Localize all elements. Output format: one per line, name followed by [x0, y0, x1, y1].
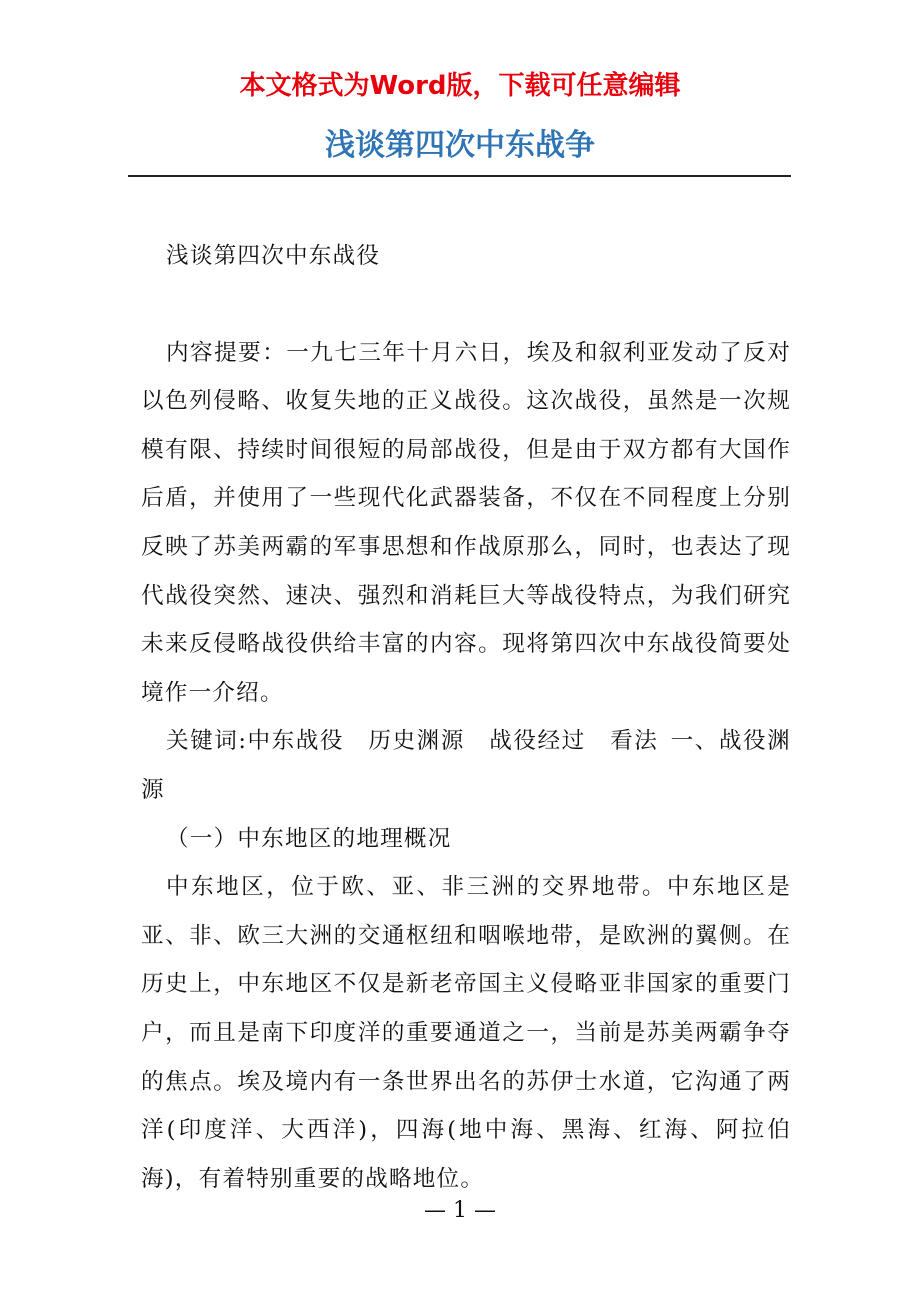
body-paragraph: 中东地区，位于欧、亚、非三洲的交界地带。中东地区是亚、非、欧三大洲的交通枢纽和咽喉地带，是欧洲的翼侧。在历史上，中东地区不仅是新老帝国主义侵略亚非国家的重要门户，而且是南下印度洋的重要通道之一，当前是苏美两霸争夺的焦点。埃及境内有一条世界出名的苏伊士水道，它沟通了两洋(印度洋、大西洋)，四海(地中海、黑海、红海、阿拉伯海)，有着特别重要的战略地位。 — [141, 874, 791, 1192]
keyword-item: 历史渊源 — [368, 728, 465, 755]
keyword-item: 看法 — [609, 728, 659, 755]
keyword-item: 战役经过 — [488, 728, 586, 755]
format-notice: 本文格式为Word版，下载可任意编辑 — [239, 71, 681, 101]
header-divider — [128, 175, 791, 177]
document-title: 浅谈第四次中东战争 — [325, 128, 595, 163]
keywords-line — [141, 717, 791, 814]
document-body — [141, 232, 791, 1203]
blank-line — [141, 281, 791, 329]
document-subtitle: 浅谈第四次中东战役 — [166, 243, 381, 269]
keywords-label: 关键词: — [166, 728, 248, 755]
keyword-item: 中东战役 — [247, 728, 345, 755]
abstract-paragraph: 内容提要：一九七三年十月六日，埃及和叙利亚发动了反对以色列侵略、收复失地的正义战役。这次战役，虽然是一次规模有限、持续时间很短的局部战役，但是由于双方都有大国作后盾，并使用了一些现代化武器装备，不仅在不同程度上分别反映了苏美两霸的军事思想和作战原那么，同时，也表达了现代战役突然、速决、强烈和消耗巨大等战役特点，为我们研究未来反侵略战役供给丰富的内容。现将第四次中东战役简要处境作一介绍。 — [141, 339, 791, 706]
section-heading: （一）中东地区的地理概况 — [166, 825, 452, 852]
section-heading-inline: 一、战役渊源 — [141, 728, 791, 803]
page-number: — 1 — — [424, 1198, 496, 1223]
